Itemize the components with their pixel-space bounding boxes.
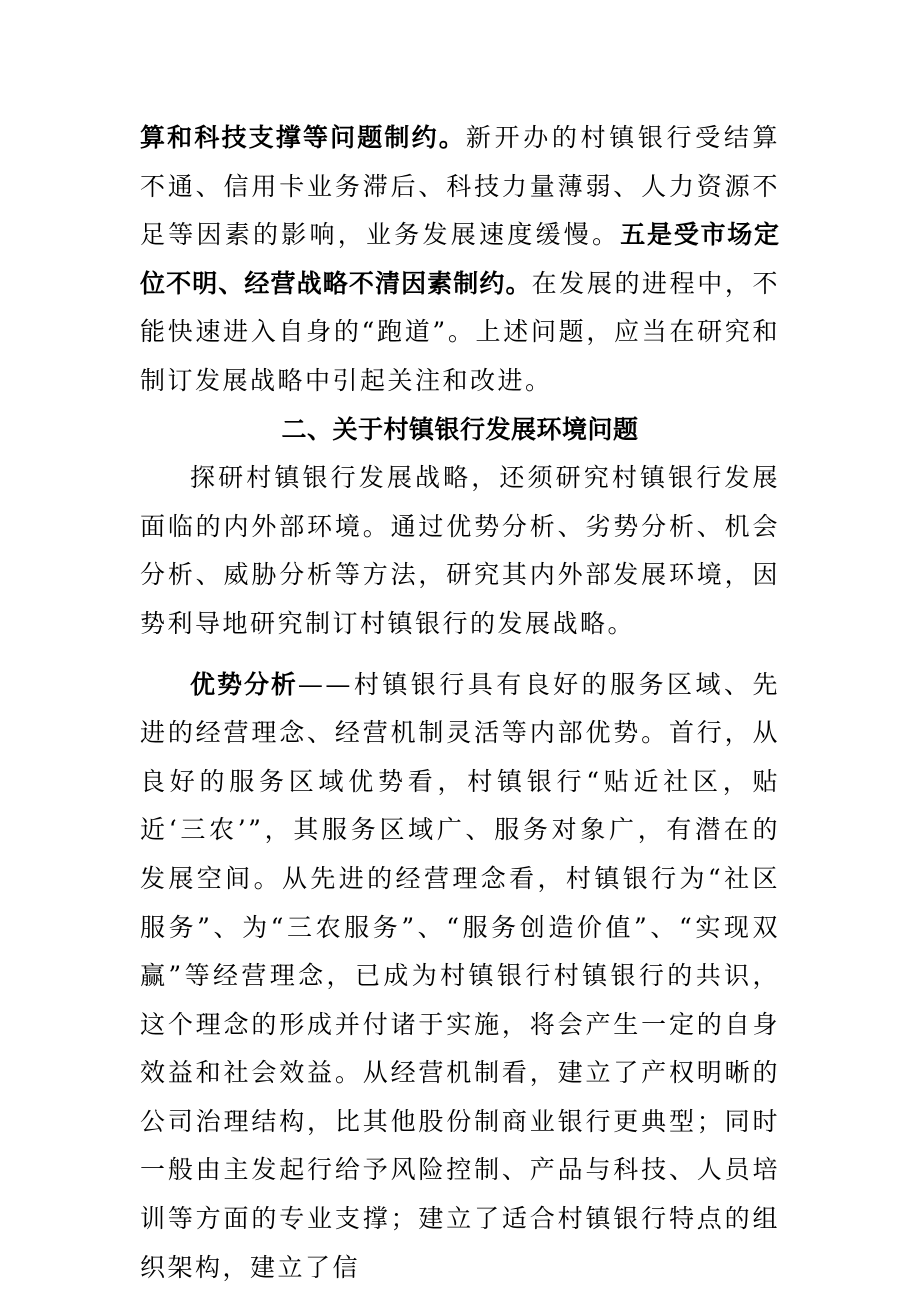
bold-phrase: 算和科技支撑等问题制约。 <box>140 123 466 152</box>
section-heading: 二、关于村镇银行发展环境问题 <box>281 414 639 444</box>
paragraph-environment: 探研村镇银行发展战略，还须研究村镇银行发展面临的内外部环境。通过优势分析、劣势分析、机会分析、威胁分析等方法，研究其内外部发展环境，因势利导地研究制订村镇银行的发展战略。 <box>140 463 780 638</box>
body-text: 新开办的村镇银行受结算不通、信用卡业务滞后、科技力量薄弱、人力资源不足等因素的影响，业务发展速度缓慢。 <box>140 123 780 250</box>
paragraph-constraints <box>140 114 780 406</box>
document-page <box>140 114 780 1292</box>
body-text: ——村镇银行具有良好的服务区域、先进的经营理念、经营机制灵活等内部优势。首行，从良好的服务区域优势看，村镇银行“贴近社区，贴近‘三农’”，其服务区域广、服务对象广，有潜在的发展空间。从先进的经营理念看，村镇银行为“社区服务”、为“三农服务”、“服务创造价值”、“实现双赢”等经营理念，已成为村镇银行村镇银行的共识，这个理念的形成并付诸于实施，将会产生一定的自身效益和社会效益。从经营机制看，建立了产权明晰的公司治理结构，比其他股份制商业银行更典型；同时一般由主发起行给予风险控制、产品与科技、人员培训等方面的专业支撑；建立了适合村镇银行特点的组织架构，建立了信 <box>140 669 780 1282</box>
body-text: 在发展的进程中，不能快速进入自身的“跑道”。上述问题，应当在研究和制订发展战略中引起关注和改进。 <box>140 268 780 395</box>
bold-phrase: 五是受市场定位不明、经营战略不清因素制约。 <box>140 220 780 298</box>
paragraph-advantage <box>140 661 780 1293</box>
paragraph-spacer <box>140 649 780 661</box>
bold-phrase: 优势分析 <box>190 669 298 699</box>
